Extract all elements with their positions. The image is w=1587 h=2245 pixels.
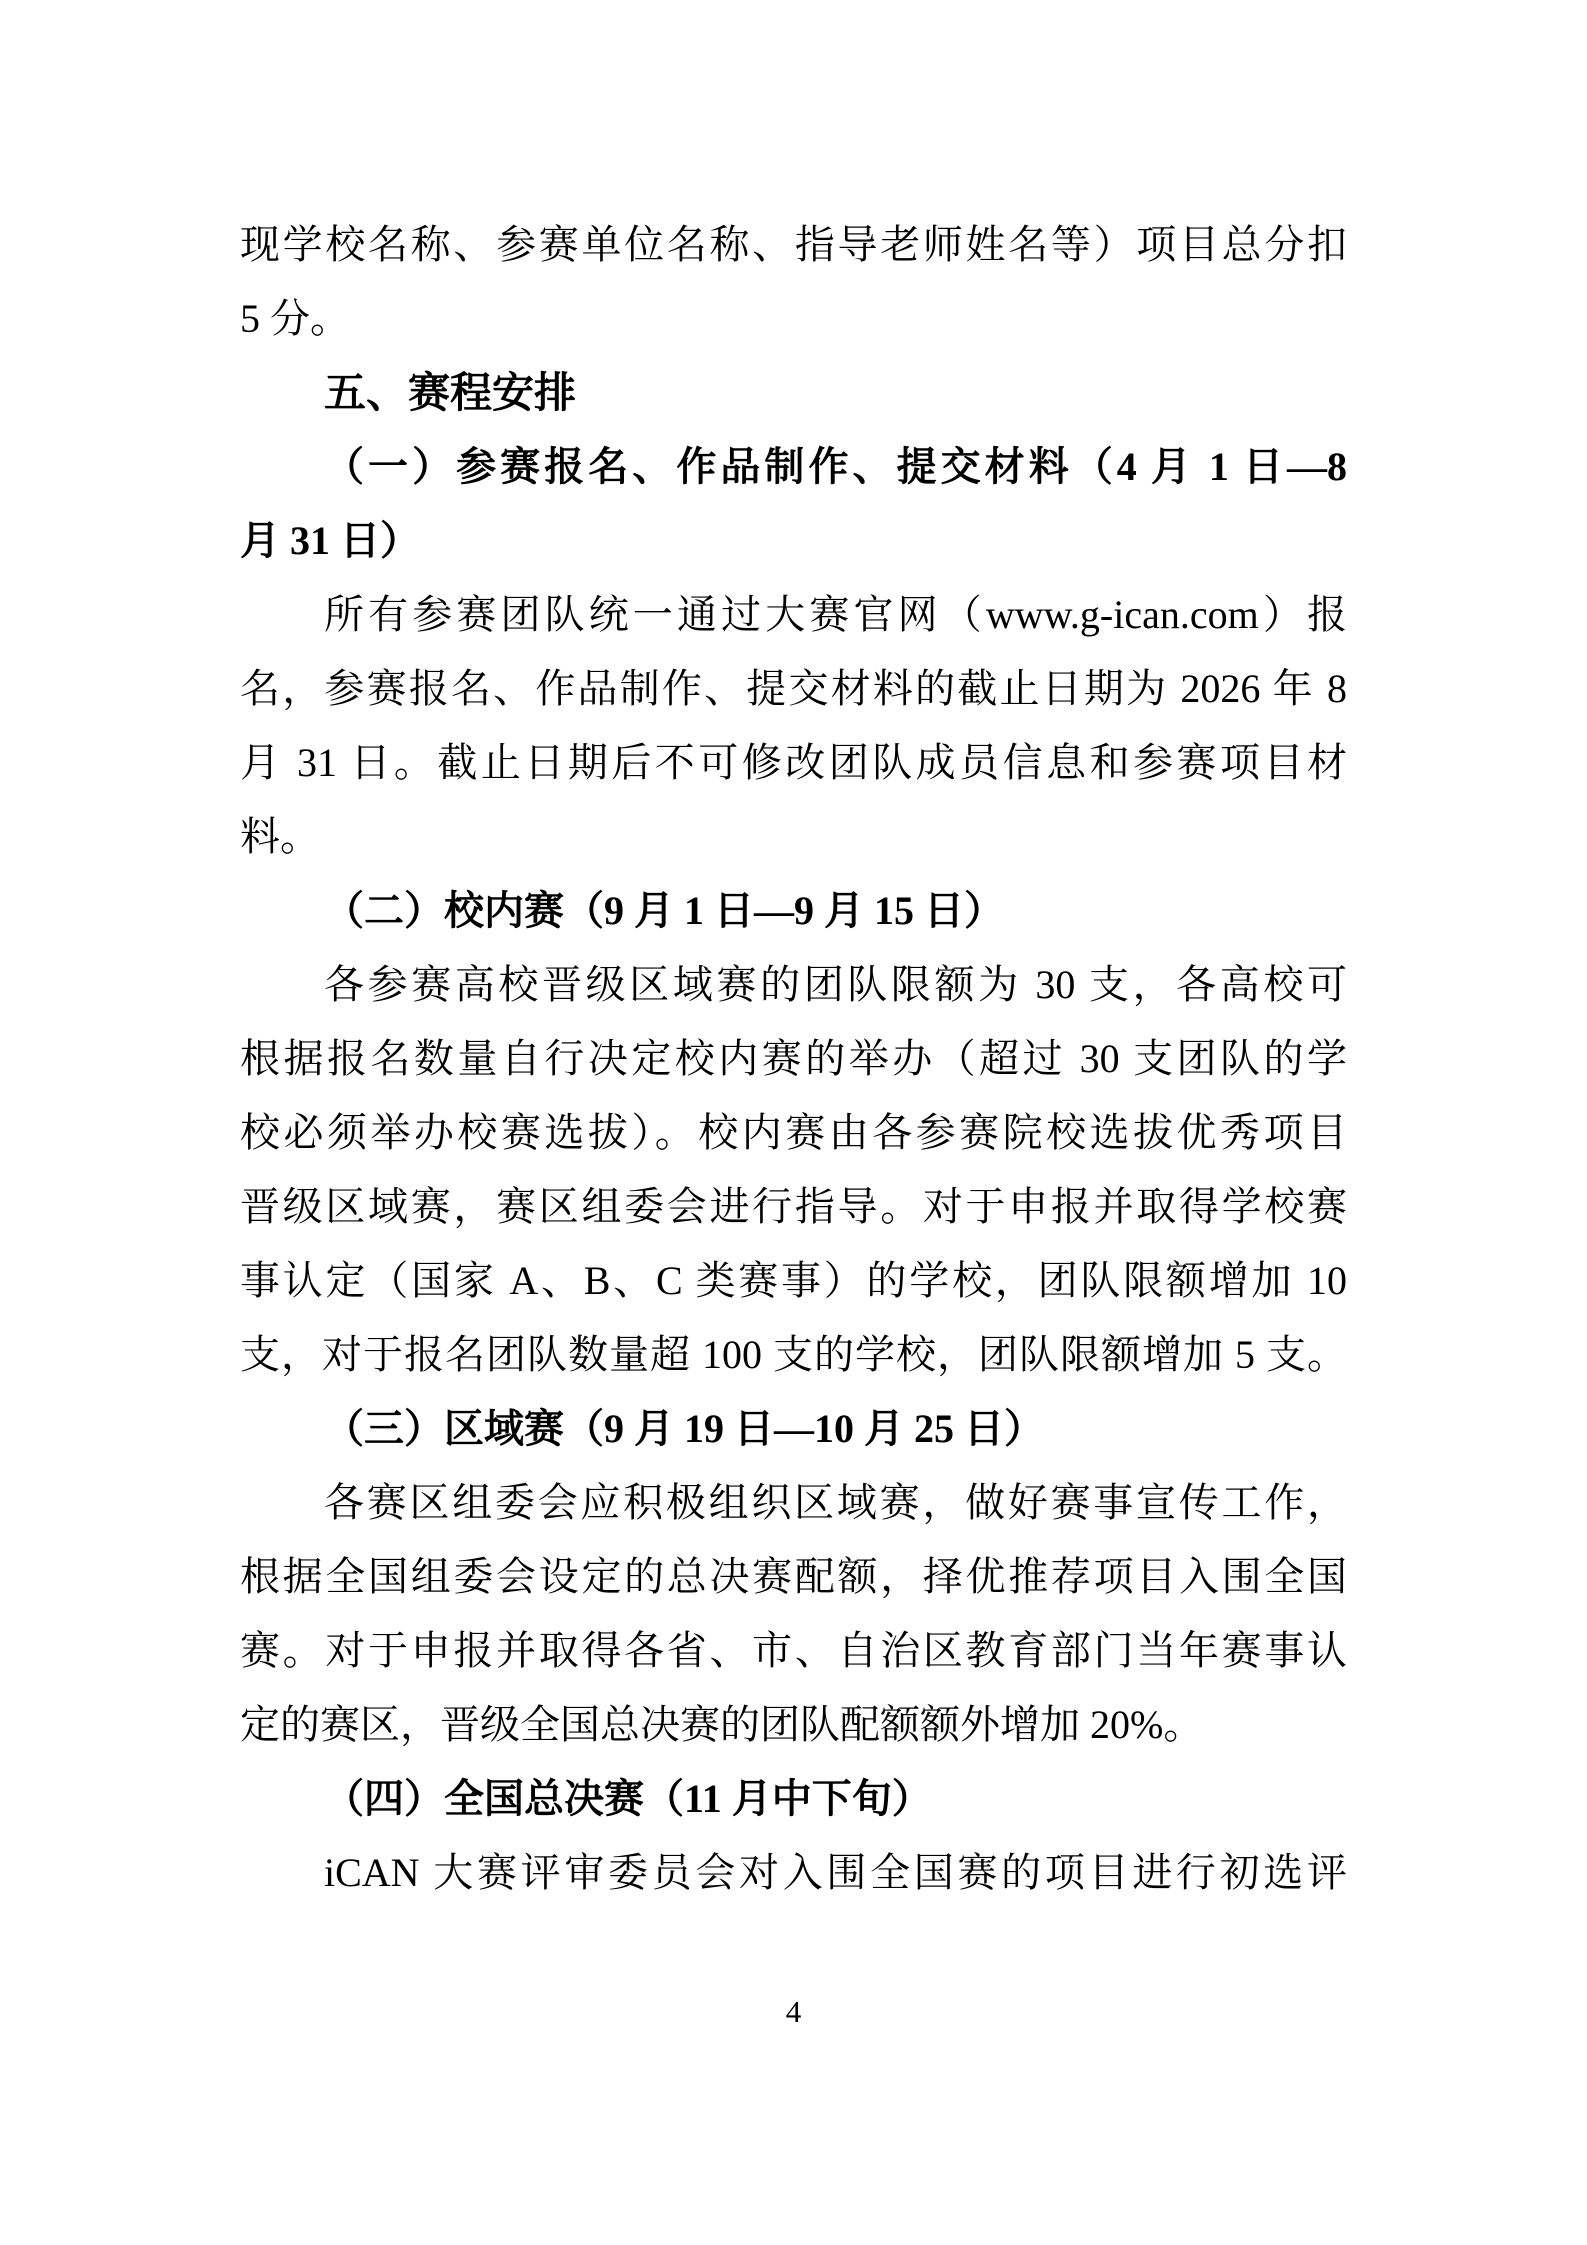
page-number: 4 xyxy=(785,1994,802,2029)
document-body xyxy=(240,208,1347,1910)
body-line: 赛。对于申报并取得各省、市、自治区教育部门当年赛事认 xyxy=(240,1628,1347,1673)
body-line: 根据报名数量自行决定校内赛的举办（超过 30 支团队的学 xyxy=(240,1036,1347,1081)
body-line: 晋级区域赛，赛区组委会进行指导。对于申报并取得学校赛 xyxy=(240,1184,1347,1229)
section-heading-line: （三）区域赛（9 月 19 日—10 月 25 日） xyxy=(324,1406,1044,1451)
section-heading-line: （一）参赛报名、作品制作、提交材料（4 月 1 日—8 xyxy=(324,444,1347,489)
body-line: 校必须举办校赛选拔）。校内赛由各参赛院校选拔优秀项目 xyxy=(240,1110,1347,1155)
body-line: 事认定（国家 A、B、C 类赛事）的学校，团队限额增加 10 xyxy=(240,1258,1347,1303)
body-line: 现学校名称、参赛单位名称、指导老师姓名等）项目总分扣 xyxy=(240,222,1347,267)
body-line: 月 31 日。截止日期后不可修改团队成员信息和参赛项目材 xyxy=(240,740,1347,785)
body-line: 各参赛高校晋级区域赛的团队限额为 30 支，各高校可 xyxy=(324,962,1347,1007)
body-line: iCAN 大赛评审委员会对入围全国赛的项目进行初选评 xyxy=(324,1850,1347,1895)
body-line: 所有参赛团队统一通过大赛官网（www.g-ican.com）报 xyxy=(324,592,1347,637)
body-line: 料。 xyxy=(240,814,320,859)
body-line: 支，对于报名团队数量超 100 支的学校，团队限额增加 5 支。 xyxy=(240,1332,1347,1377)
body-line: 定的赛区，晋级全国总决赛的团队配额额外增加 20%。 xyxy=(240,1702,1204,1747)
body-line: 名，参赛报名、作品制作、提交材料的截止日期为 2026 年 8 xyxy=(240,666,1347,711)
section-heading-line: （四）全国总决赛（11 月中下旬） xyxy=(324,1776,932,1821)
section-heading-line: （二）校内赛（9 月 1 日—9 月 15 日） xyxy=(324,888,1004,933)
body-line: 各赛区组委会应积极组织区域赛，做好赛事宣传工作， xyxy=(324,1480,1347,1525)
body-line: 5 分。 xyxy=(240,296,350,341)
chapter-heading: 五、赛程安排 xyxy=(324,369,577,416)
section-heading-line: 月 31 日） xyxy=(240,518,420,563)
body-line: 根据全国组委会设定的总决赛配额，择优推荐项目入围全国 xyxy=(240,1554,1347,1599)
